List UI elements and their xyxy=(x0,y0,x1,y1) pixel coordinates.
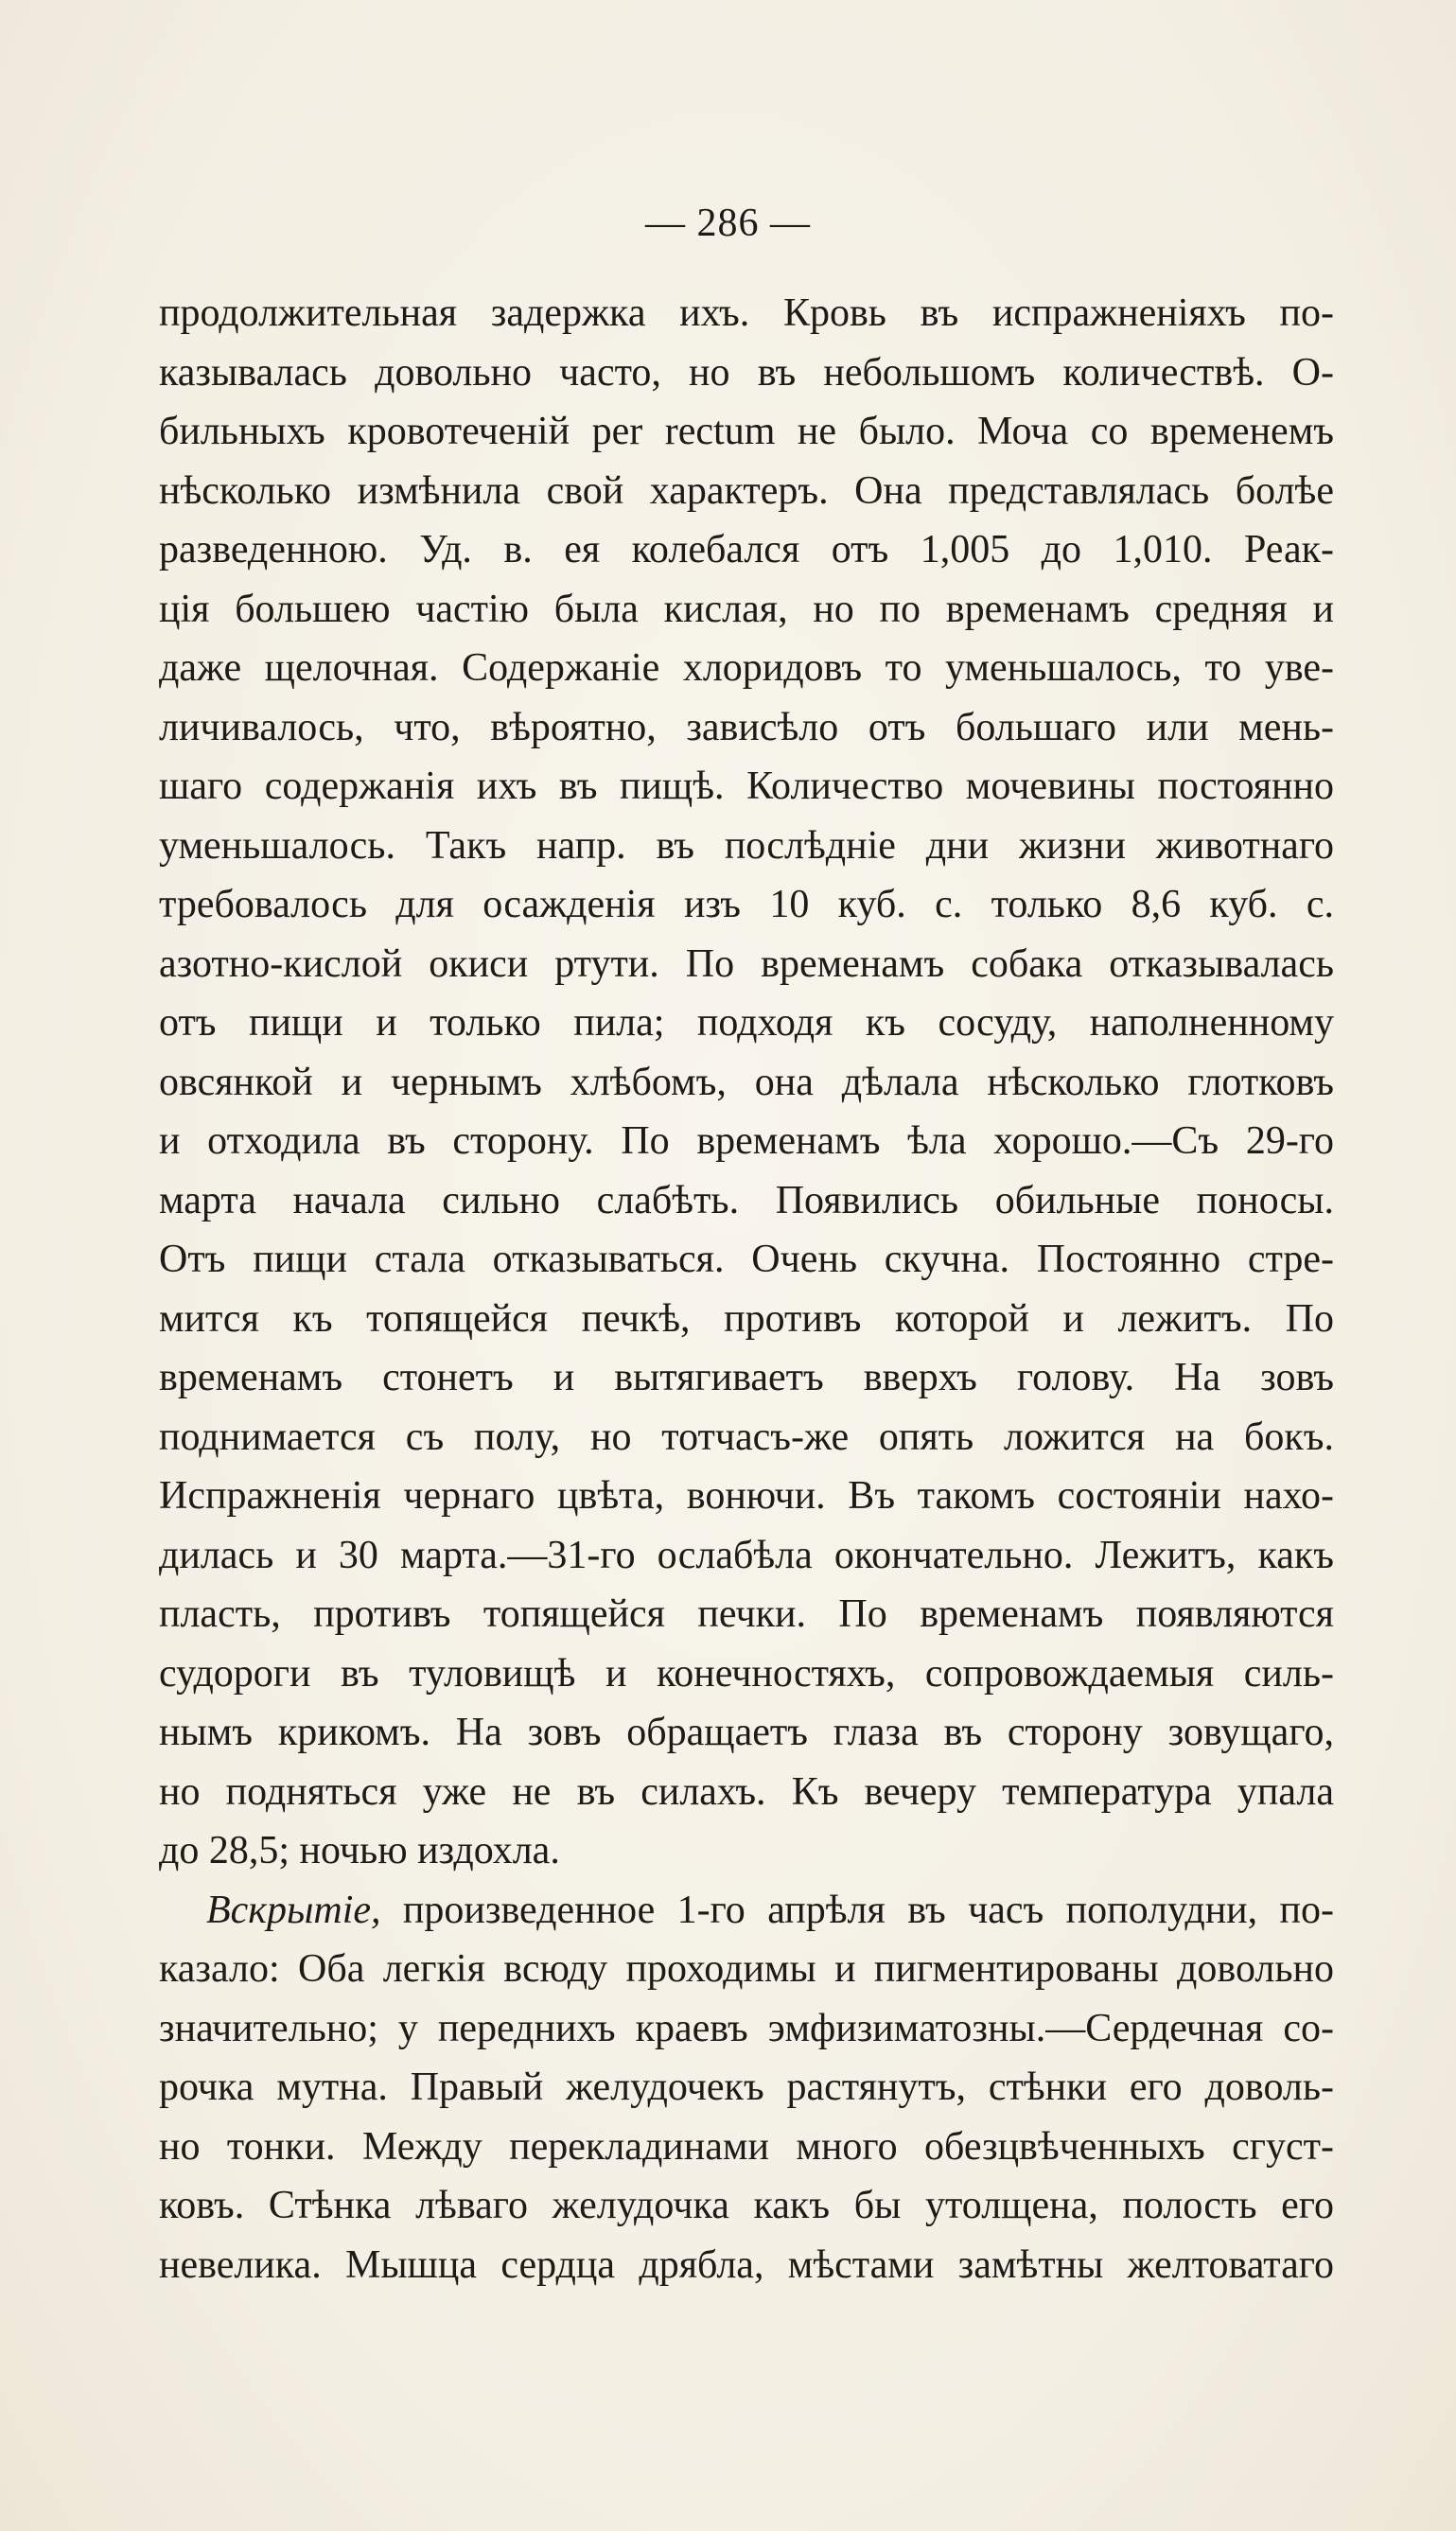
text-line: и отходила въ сторону. По временамъ ѣла хорошо.—Съ 29-го xyxy=(159,1119,1334,1163)
text-line-rest: произведенное 1-го апрѣля въ часъ пополудни, по- xyxy=(402,1888,1334,1932)
text-line: шаго содержанія ихъ въ пищѣ. Количество мочевины постоянно xyxy=(159,765,1334,808)
text-line: рочка мутна. Правый желудочекъ растянутъ, стѣнки его доволь- xyxy=(159,2065,1334,2109)
text-line: до 28,5; ночью издохла. xyxy=(159,1829,560,1872)
text-line: нымъ крикомъ. На зовъ обращаетъ глаза въ сторону зовущаго, xyxy=(159,1711,1334,1754)
text-line: мится къ топящейся печкѣ, противъ которой и лежитъ. По xyxy=(159,1296,1334,1341)
body-text xyxy=(159,284,1334,2294)
text-line: Отъ пищи стала отказываться. Очень скучна. Постоянно стре- xyxy=(159,1238,1334,1281)
text-line: но тонки. Между перекладинами много обезцвѣченныхъ сгуст- xyxy=(159,2124,1334,2169)
text-line: Испражненія чернаго цвѣта, вонючи. Въ такомъ состояніи нахо- xyxy=(159,1474,1334,1518)
text-line: нѣсколько измѣнила свой характеръ. Она представлялась болѣе xyxy=(159,468,1334,513)
text-line: временамъ стонетъ и вытягиваетъ вверхъ голову. На зовъ xyxy=(159,1356,1334,1399)
text-line: но подняться уже не въ силахъ. Къ вечеру температура упала xyxy=(159,1769,1334,1814)
text-line: ція большею частію была кислая, но по временамъ средняя и xyxy=(159,587,1334,631)
text-line: уменьшалось. Такъ напр. въ послѣдніе дни жизни животнаго xyxy=(159,823,1334,868)
section-heading-autopsy: Вскрытіе, xyxy=(206,1888,381,1932)
text-line: разведенною. Уд. в. ея колебался отъ 1,005 до 1,010. Реак- xyxy=(159,528,1334,571)
text-line: казывалась довольно часто, но въ небольшомъ количествѣ. О- xyxy=(159,350,1334,395)
text-line: продолжительная задержка ихъ. Кровь въ испражненіяхъ по- xyxy=(159,291,1334,335)
text-line: бильныхъ кровотеченій per rectum не было. Моча со временемъ xyxy=(159,410,1334,453)
paragraph-2 xyxy=(159,1881,1334,2295)
text-line: казало: Оба легкія всюду проходимы и пигментированы довольно xyxy=(159,1947,1334,1991)
text-line: овсянкой и чернымъ хлѣбомъ, она дѣлала нѣсколько глотковъ xyxy=(159,1060,1334,1104)
paragraph-1 xyxy=(159,284,1334,1881)
text-line: поднимается съ полу, но тотчасъ-же опять ложится на бокъ. xyxy=(159,1415,1334,1459)
text-line: пласть, противъ топящейся печки. По временамъ появляются xyxy=(159,1592,1334,1636)
text-line: ковъ. Стѣнка лѣваго желудочка какъ бы утолщена, полость его xyxy=(159,2184,1334,2227)
text-line: требовалось для осажденія изъ 10 куб. с. только 8,6 куб. с. xyxy=(159,883,1334,926)
text-line: личивалось, что, вѣроятно, зависѣло отъ большаго или мень- xyxy=(159,705,1334,749)
text-line: отъ пищи и только пила; подходя къ сосуду, наполненному xyxy=(159,1001,1334,1045)
text-line: дилась и 30 марта.—31-го ослабѣла окончательно. Лежитъ, какъ xyxy=(159,1533,1334,1577)
text-line: азотно-кислой окиси ртути. По временамъ собака отказывалась xyxy=(159,941,1334,986)
text-line: даже щелочная. Содержаніе хлоридовъ то уменьшалось, то уве- xyxy=(159,646,1334,690)
text-line: марта начала сильно слабѣть. Появились обильные поносы. xyxy=(159,1178,1334,1222)
text-line: невелика. Мышца сердца дрябла, мѣстами замѣтны желтоватаго xyxy=(159,2242,1334,2287)
text-line: судороги въ туловищѣ и конечностяхъ, сопровождаемыя силь- xyxy=(159,1651,1334,1696)
text-line xyxy=(159,1881,1334,1941)
text-line: значительно; у переднихъ краевъ эмфизиматозны.—Сердечная со- xyxy=(159,2006,1334,2050)
page-number: — 286 — xyxy=(645,202,811,245)
